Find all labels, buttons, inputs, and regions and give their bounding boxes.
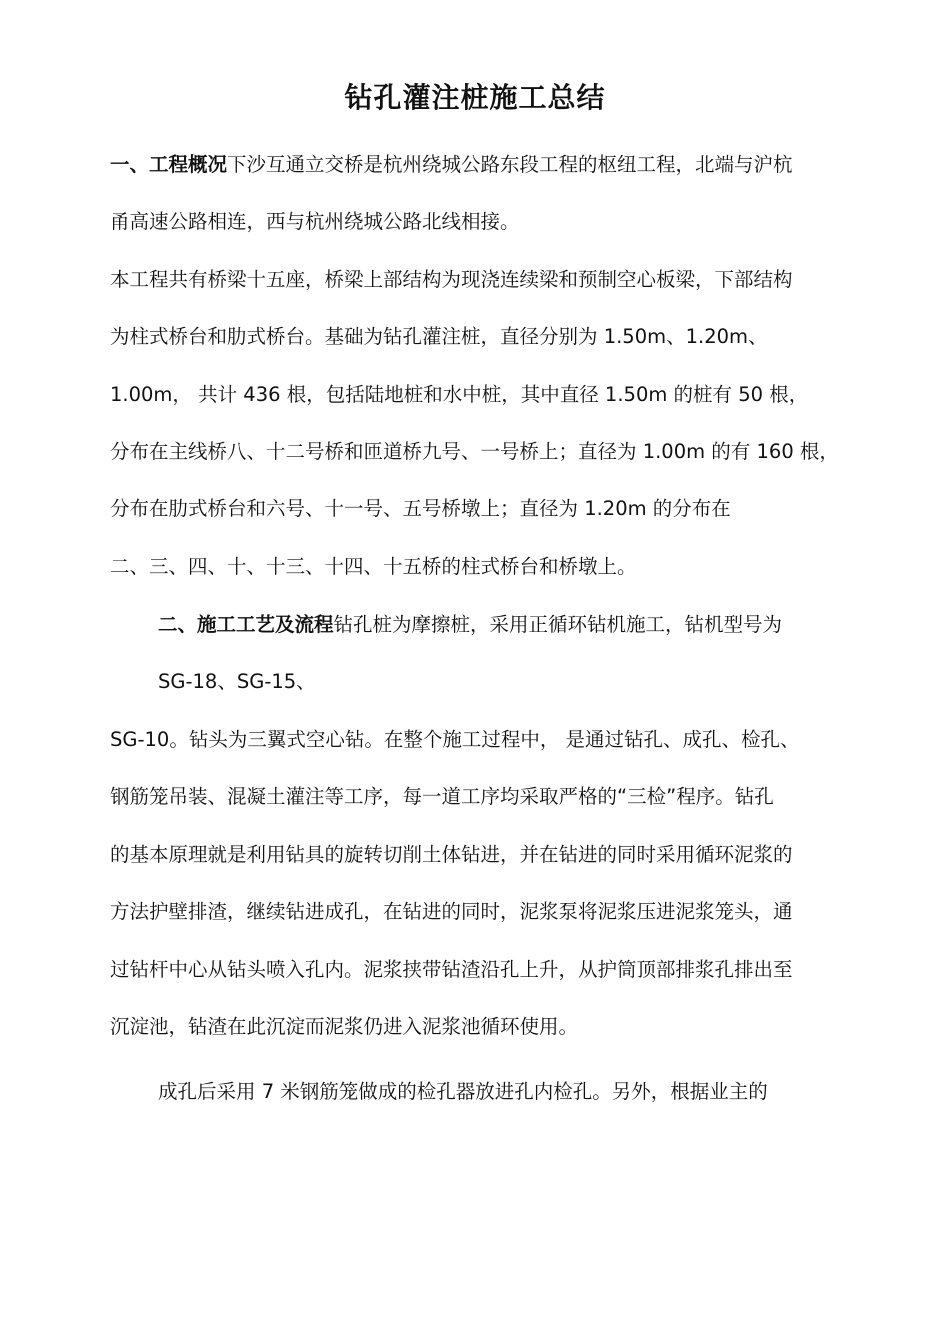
- para2-line-1: 成孔后采用 7 米钢筋笼做成的检孔器放进孔内检孔。另外，根据业主的: [158, 1080, 768, 1103]
- para1-line-4: 分布在主线桥八、十二号桥和匝道桥九号、一号桥上；直径为 1.00m 的有 160 根，: [110, 440, 839, 463]
- section2-line-1: [158, 610, 938, 640]
- section1-heading: 一、工程概况: [110, 153, 228, 176]
- section1-text: 下沙互通立交桥是杭州绕城公路东段工程的枢纽工程，北端与沪杭: [227, 153, 793, 176]
- section2-line-3: SG-10。钻头为三翼式空心钻。在整个施工过程中， 是通过钻孔、成孔、检孔、: [110, 728, 800, 751]
- section2-heading: 二、施工工艺及流程: [158, 613, 334, 636]
- document-title: 钻孔灌注桩施工总结: [344, 81, 606, 114]
- section2-text: 钻孔桩为摩擦桩，采用正循环钻机施工，钻机型号为: [333, 613, 783, 636]
- section1-line-2: 甬高速公路相连，西与杭州绕城公路北线相接。: [110, 210, 520, 233]
- section2-line-8: 沉淀池，钻渣在此沉淀而泥浆仍进入泥浆池循环使用。: [110, 1015, 579, 1038]
- section2-line-7: 过钻杆中心从钻头喷入孔内。泥浆挟带钻渣沿孔上升，从护筒顶部排浆孔排出至: [110, 958, 793, 981]
- section2-line-2: SG-18、SG-15、: [158, 670, 316, 693]
- section2-line-4: 钢筋笼吊装、混凝土灌注等工序，每一道工序均采取严格的“三检”程序。钻孔: [110, 785, 774, 808]
- para1-line-1: 本工程共有桥梁十五座，桥梁上部结构为现浇连续梁和预制空心板梁，下部结构: [110, 268, 793, 291]
- section1-line-1: [110, 150, 890, 180]
- section2-line-6: 方法护壁排渣，继续钻进成孔，在钻进的同时，泥浆泵将泥浆压进泥浆笼头，通: [110, 900, 793, 923]
- para1-line-5: 分布在肋式桥台和六号、十一号、五号桥墩上；直径为 1.20m 的分布在: [110, 497, 731, 520]
- section2-line-5: 的基本原理就是利用钻具的旋转切削土体钻进，并在钻进的同时采用循环泥浆的: [110, 843, 793, 866]
- para1-line-2: 为柱式桥台和肋式桥台。基础为钻孔灌注桩，直径分别为 1.50m、1.20m、: [110, 325, 768, 348]
- para1-line-3: 1.00m， 共计 436 根，包括陆地桩和水中桩，其中直径 1.50m 的桩有 50 根，: [110, 383, 809, 406]
- para1-line-6: 二、三、四、十、十三、十四、十五桥的柱式桥台和桥墩上。: [110, 555, 637, 578]
